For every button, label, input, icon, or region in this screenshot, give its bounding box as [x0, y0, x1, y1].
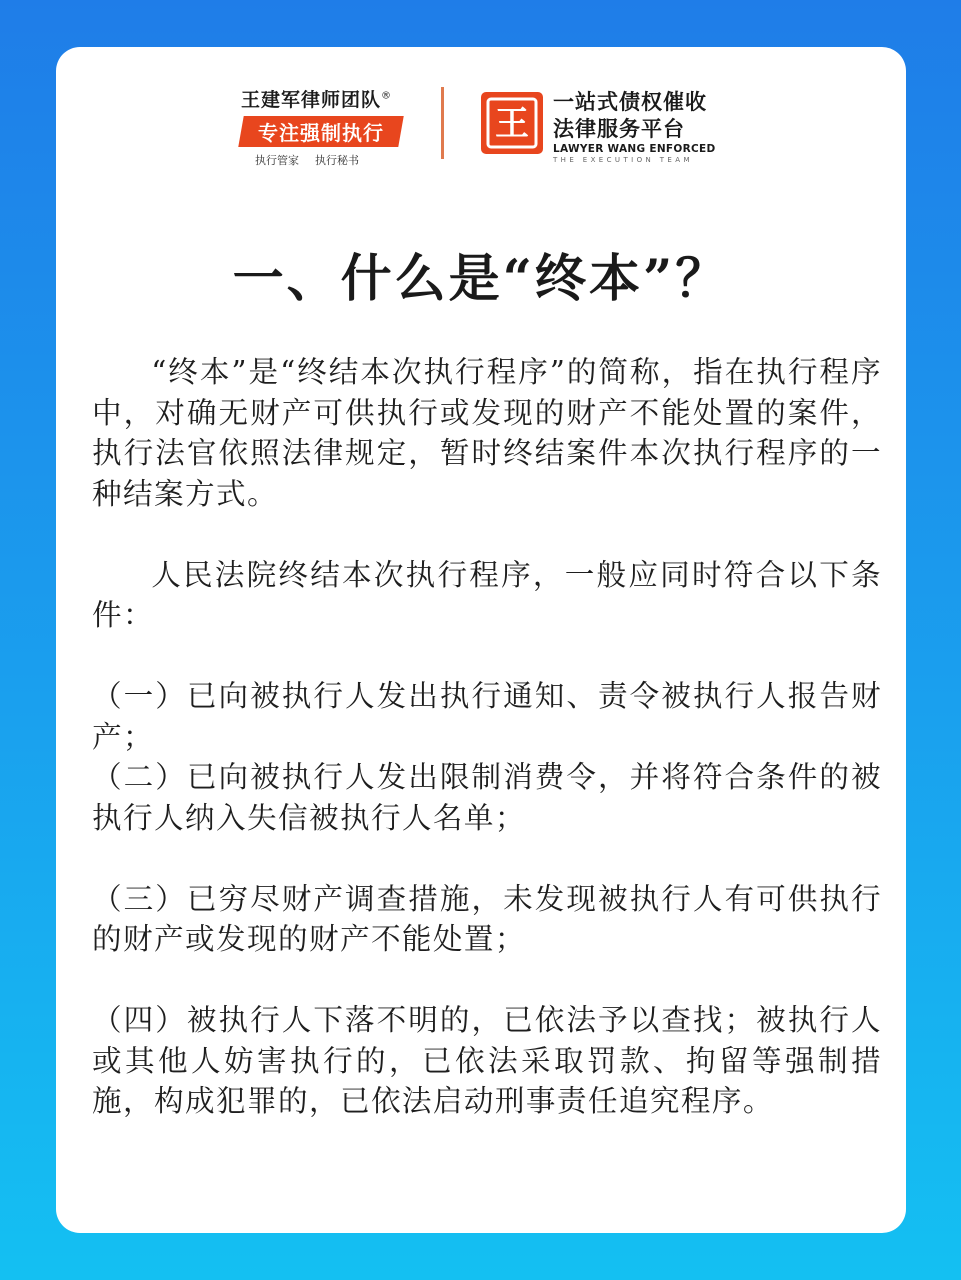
team-name: 王建军律师团队 — [241, 89, 382, 111]
content-card — [56, 47, 906, 1233]
platform-english-sub: THE EXECUTION TEAM — [553, 156, 693, 164]
tag-execution-butler: 执行管家 — [255, 154, 299, 167]
conditions-intro: 人民法院终结本次执行程序，一般应同时符合以下条件： — [92, 557, 882, 632]
condition-item-1: （一）已向被执行人发出执行通知、责令被执行人报告财产； — [92, 679, 882, 754]
team-logo — [241, 85, 411, 168]
platform-slogan-1: 一站式债权催收 — [553, 90, 707, 114]
service-tags — [241, 152, 411, 168]
slogan-text: 专注强制执行 — [258, 121, 384, 145]
tag-execution-secretary: 执行秘书 — [315, 154, 359, 167]
logo-divider — [441, 87, 444, 159]
seal-logo-icon — [479, 90, 545, 156]
seal-glyph: 王 — [495, 104, 529, 144]
definition-paragraph: “终本”是“终结本次执行程序”的简称，指在执行程序中，对确无财产可供执行或发现的财产不能处置的案件，执行法官依照法律规定，暂时终结案件本次执行程序的一种结案方式。 — [92, 355, 882, 511]
platform-slogan-2: 法律服务平台 — [553, 117, 685, 141]
page-title: 一、什么是“终本”？ — [232, 249, 730, 309]
platform-english-name: LAWYER WANG ENFORCED — [553, 143, 716, 155]
slogan-banner — [238, 116, 403, 147]
condition-item-3: （三）已穷尽财产调查措施，未发现被执行人有可供执行的财产或发现的财产不能处置； — [92, 881, 882, 956]
platform-logo — [553, 89, 733, 165]
condition-item-2: （二）已向被执行人发出限制消费令，并将符合条件的被执行人纳入失信被执行人名单； — [92, 760, 882, 835]
article-body — [92, 352, 882, 1122]
condition-item-4: （四）被执行人下落不明的，已依法予以查找；被执行人或其他人妨害执行的，已依法采取罚款、拘留等强制措施，构成犯罪的，已依法启动刑事责任追究程序。 — [92, 1003, 882, 1118]
trademark-symbol: ® — [381, 90, 393, 102]
